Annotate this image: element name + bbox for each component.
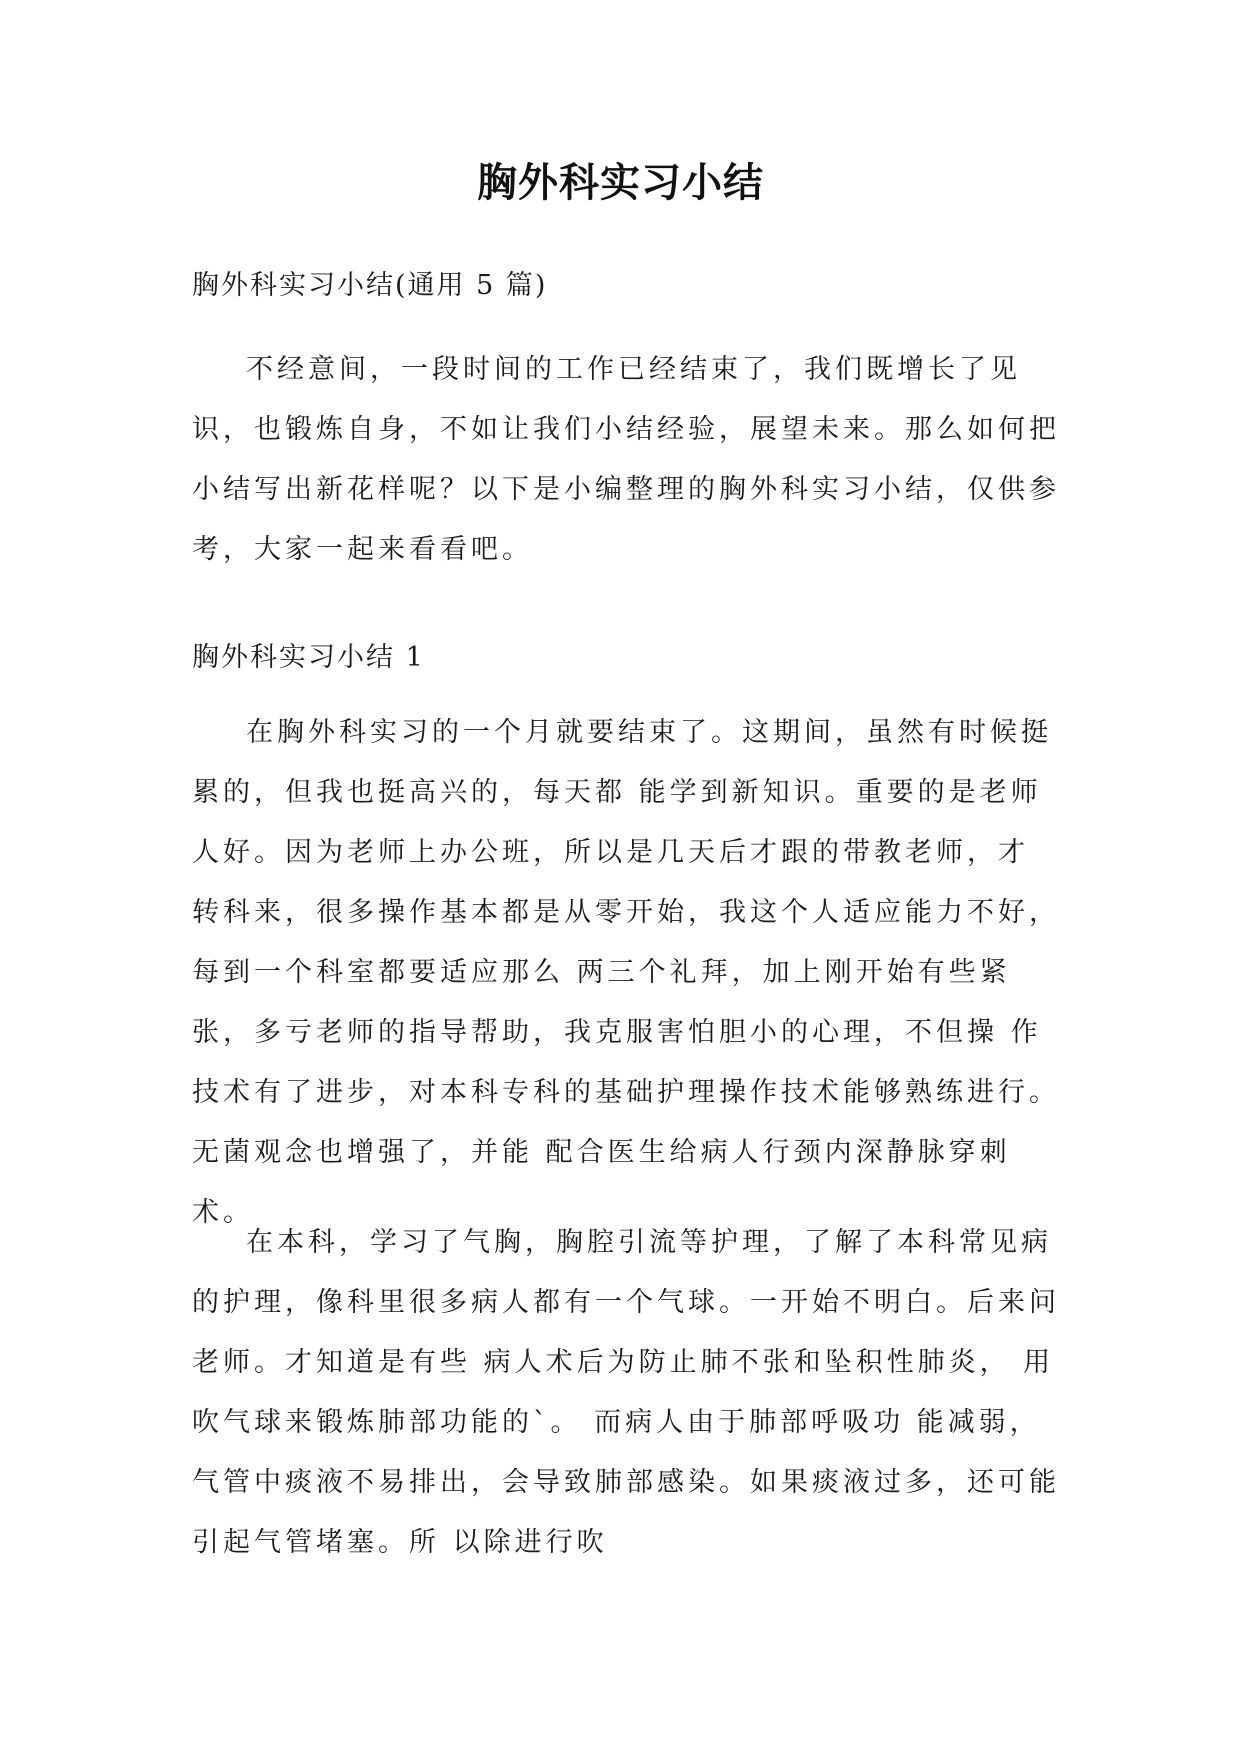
paragraph-text: 在本科，学习了气胸，胸腔引流等护理，了解了本科常见病的护理，像科里很多病人都有一个气球。一开始不明白。后来问老师。才知道是有些 病人术后为防止肺不张和坠积性肺炎， 用吹气球来锻炼肺部功能的`。 而病人由于肺部呼吸功 能减弱，气管中痰液不易排出，会导致肺部感染。如果痰液过多，还可能引起气管堵塞。所 以除进行吹 xyxy=(192,1227,1060,1558)
intro-paragraph xyxy=(192,340,1062,580)
document-title: 胸外科实习小结 xyxy=(477,160,764,206)
section-paragraph xyxy=(192,1213,1062,1573)
section-heading: 胸外科实习小结 1 xyxy=(192,642,425,673)
document-subtitle: 胸外科实习小结(通用 5 篇) xyxy=(192,270,548,301)
section-paragraph xyxy=(192,703,1062,1243)
paragraph-text: 在胸外科实习的一个月就要结束了。这期间，虽然有时候挺累的，但我也挺高兴的，每天都 能学到新知识。重要的是老师人好。因为老师上办公班，所以是几天后才跟的带教老师，才 转科来，很多操作基本都是从零开始，我这个人适应能力不好，每到一个科室都要适应那么 两三个礼拜，加上刚开始有些紧张，多亏老师的指导帮助，我克服害怕胆小的心理，不但操 作技术有了进步，对本科专科的基础护理操作技术能够熟练进行。无菌观念也增强了，并能 配合医生给病人行颈内深静脉穿刺术。 xyxy=(192,717,1060,1228)
intro-text: 不经意间，一段时间的工作已经结束了，我们既增长了见识，也锻炼自身，不如让我们小结经验，展望未来。那么如何把小结写出新花样呢？以下是小编整理的胸外科实习小结，仅供参考，大家一起来看看吧。 xyxy=(192,354,1060,565)
